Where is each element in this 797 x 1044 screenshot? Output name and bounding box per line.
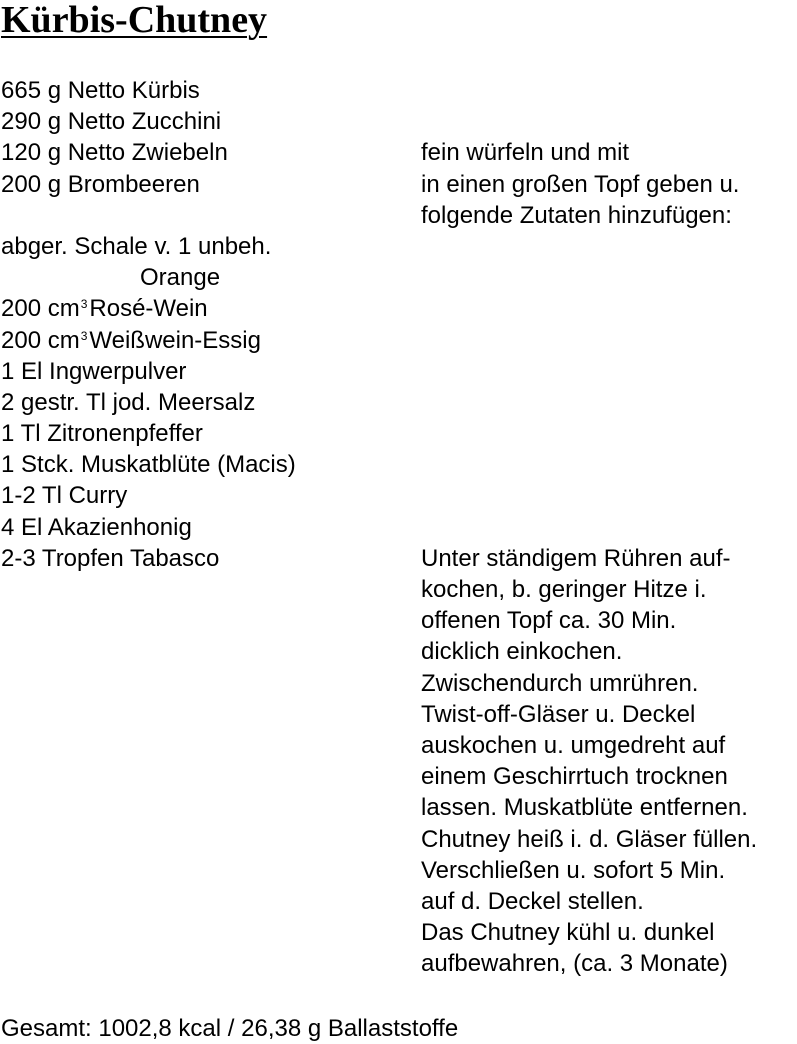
step2-line: offenen Topf ca. 30 Min. — [421, 607, 677, 635]
step2-line: lassen. Muskatblüte entfernen. — [421, 794, 748, 822]
ingredient-tabasco: 2-3 Tropfen Tabasco — [1, 544, 220, 572]
instructions — [421, 75, 797, 979]
ingredient-curry: 1-2 Tl Curry — [1, 482, 128, 510]
step1-line: folgende Zutaten hinzufügen: — [421, 201, 732, 229]
nutrition-total: Gesamt: 1002,8 kcal / 26,38 g Ballaststoffe — [1, 1015, 459, 1042]
ingredient-lemon-pepper: 1 Tl Zitronenpfeffer — [1, 420, 203, 448]
instruction-spacer — [421, 231, 797, 262]
step2-line: Verschließen u. sofort 5 Min. — [421, 856, 726, 884]
step1-line: in einen großen Topf geben u. — [421, 170, 740, 198]
ingredient-blackberries: 200 g Brombeeren — [1, 170, 200, 198]
step2-line: Zwischendurch umrühren. — [421, 669, 699, 697]
instruction-spacer — [421, 387, 797, 418]
ingredient-rose-wine-name: Rosé-Wein — [89, 295, 208, 323]
recipe-title: Kürbis-Chutney — [1, 0, 268, 41]
instruction-spacer — [421, 75, 797, 106]
step2-line: kochen, b. geringer Hitze i. — [421, 576, 707, 603]
ingredient-vinegar — [1, 325, 411, 356]
step2-line: dicklich einkochen. — [421, 638, 623, 666]
step2-line: Unter ständigem Rühren auf- — [421, 544, 731, 572]
ingredient-vinegar-name: Weißwein-Essig — [89, 326, 261, 354]
instruction-spacer — [421, 293, 797, 324]
step2-line: auf d. Deckel stellen. — [421, 887, 644, 915]
ingredient-orange-zest: abger. Schale v. 1 unbeh. — [1, 232, 272, 260]
instruction-spacer — [421, 106, 797, 137]
instruction-spacer — [421, 325, 797, 356]
instruction-spacer — [421, 356, 797, 387]
instruction-spacer — [421, 480, 797, 511]
instruction-spacer — [421, 262, 797, 293]
cubic-superscript: 3 — [80, 328, 88, 343]
ingredient-rose-wine-amount: 200 cm — [1, 295, 80, 323]
instruction-spacer — [421, 449, 797, 480]
ingredient-pumpkin: 665 g Netto Kürbis — [1, 77, 200, 104]
ingredient-ginger: 1 El Ingwerpulver — [1, 357, 187, 385]
ingredient-salt: 2 gestr. Tl jod. Meersalz — [1, 388, 256, 416]
ingredient-vinegar-amount: 200 cm — [1, 326, 80, 354]
ingredient-spacer — [1, 200, 411, 231]
step2-line: auskochen u. umgedreht auf — [421, 731, 726, 759]
ingredient-rose-wine — [1, 293, 411, 324]
instruction-spacer — [421, 418, 797, 449]
step2-line: Chutney heiß i. d. Gläser füllen. — [421, 825, 758, 853]
ingredient-zucchini: 290 g Netto Zucchini — [1, 108, 222, 136]
instruction-spacer — [421, 512, 797, 543]
ingredient-onions: 120 g Netto Zwiebeln — [1, 139, 228, 167]
ingredient-list — [1, 75, 411, 574]
step2-line: Twist-off-Gläser u. Deckel — [421, 700, 696, 728]
step2-line: Das Chutney kühl u. dunkel — [421, 919, 715, 947]
ingredient-honey: 4 El Akazienhonig — [1, 513, 192, 541]
ingredient-orange-zest-continued: Orange — [140, 264, 221, 292]
cubic-superscript: 3 — [80, 297, 88, 312]
ingredient-mace: 1 Stck. Muskatblüte (Macis) — [1, 451, 296, 479]
step1-line: fein würfeln und mit — [421, 139, 630, 167]
step2-line: aufbewahren, (ca. 3 Monate) — [421, 950, 728, 978]
step2-line: einem Geschirrtuch trocknen — [421, 763, 728, 791]
